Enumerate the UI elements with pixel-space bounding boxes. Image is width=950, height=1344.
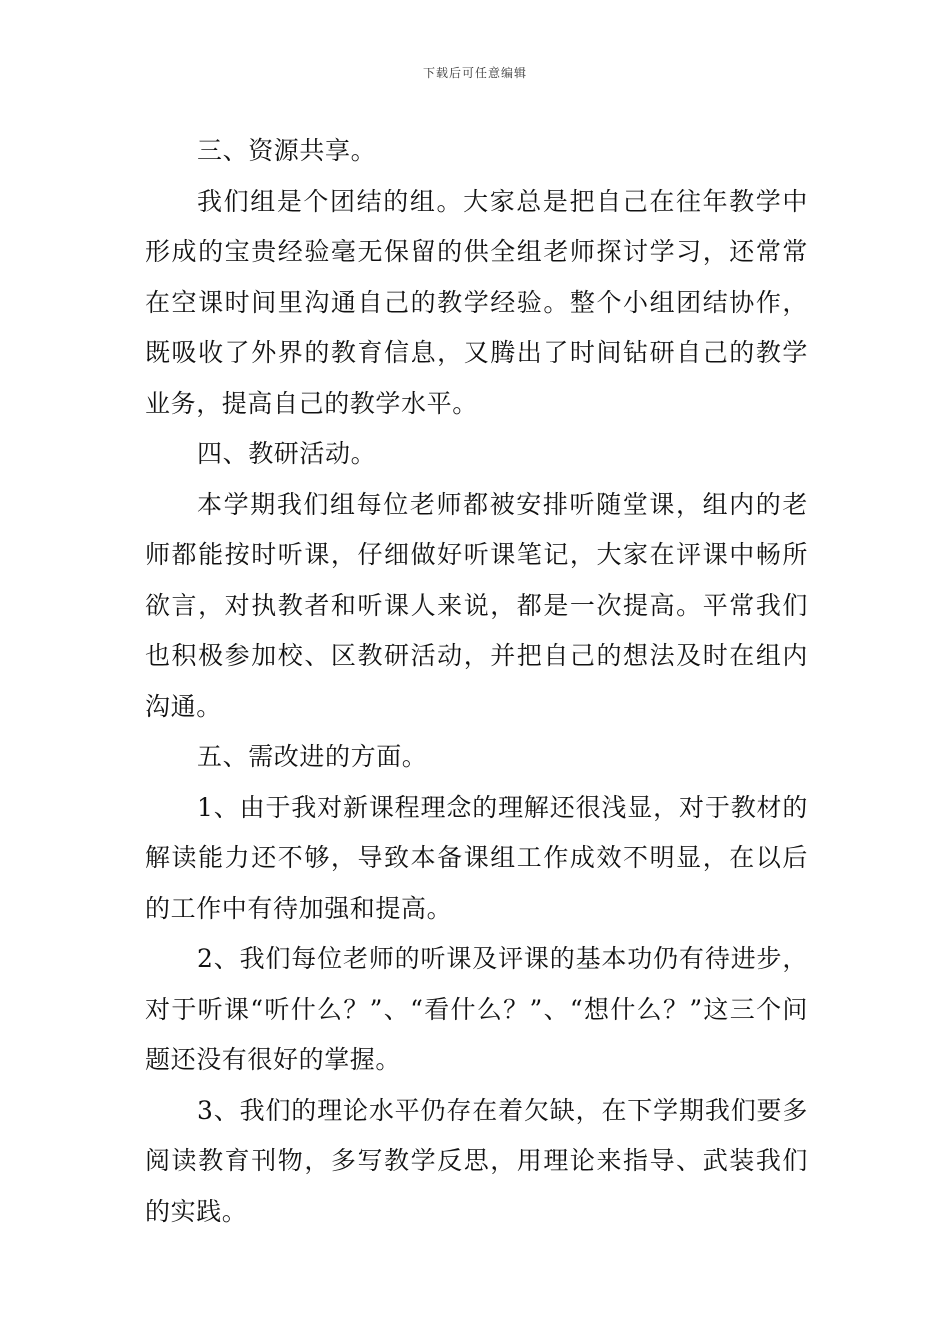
- paragraph-resource-sharing: 我们组是个团结的组。大家总是把自己在往年教学中形成的宝贵经验毫无保留的供全组老师探讨学习，还常常在空课时间里沟通自己的教学经验。整个小组团结协作，既吸收了外界的教育信息，又腾出了时间钻研自己的教学业务，提高自己的教学水平。: [145, 186, 808, 418]
- section-heading-improvements: 五、需改进的方面。: [197, 742, 428, 771]
- paragraph-improvement-2: 2、我们每位老师的听课及评课的基本功仍有待进步，对于听课“听什么？”、“看什么？”、“想什么？”这三个问题还没有很好的掌握。: [145, 944, 808, 1074]
- section-heading-resource-sharing: 三、资源共享。: [197, 136, 377, 165]
- section-heading-teaching-research: 四、教研活动。: [197, 439, 377, 468]
- paragraph-improvement-3: 3、我们的理论水平仍存在着欠缺，在下学期我们要多阅读教育刊物，多写教学反思，用理论来指导、武装我们的实践。: [145, 1095, 808, 1226]
- header-note: 下载后可任意编辑: [422, 66, 527, 80]
- paragraph-improvement-1: 1、由于我对新课程理念的理解还很浅显，对于教材的解读能力还不够，导致本备课组工作成效不明显，在以后的工作中有待加强和提高。: [145, 792, 808, 923]
- document-body: [145, 126, 808, 1237]
- paragraph-teaching-research: 本学期我们组每位老师都被安排听随堂课，组内的老师都能按时听课，仔细做好听课笔记，大家在评课中畅所欲言，对执教者和听课人来说，都是一次提高。平常我们也积极参加校、区教研活动，并把自己的想法及时在组内沟通。: [145, 489, 808, 721]
